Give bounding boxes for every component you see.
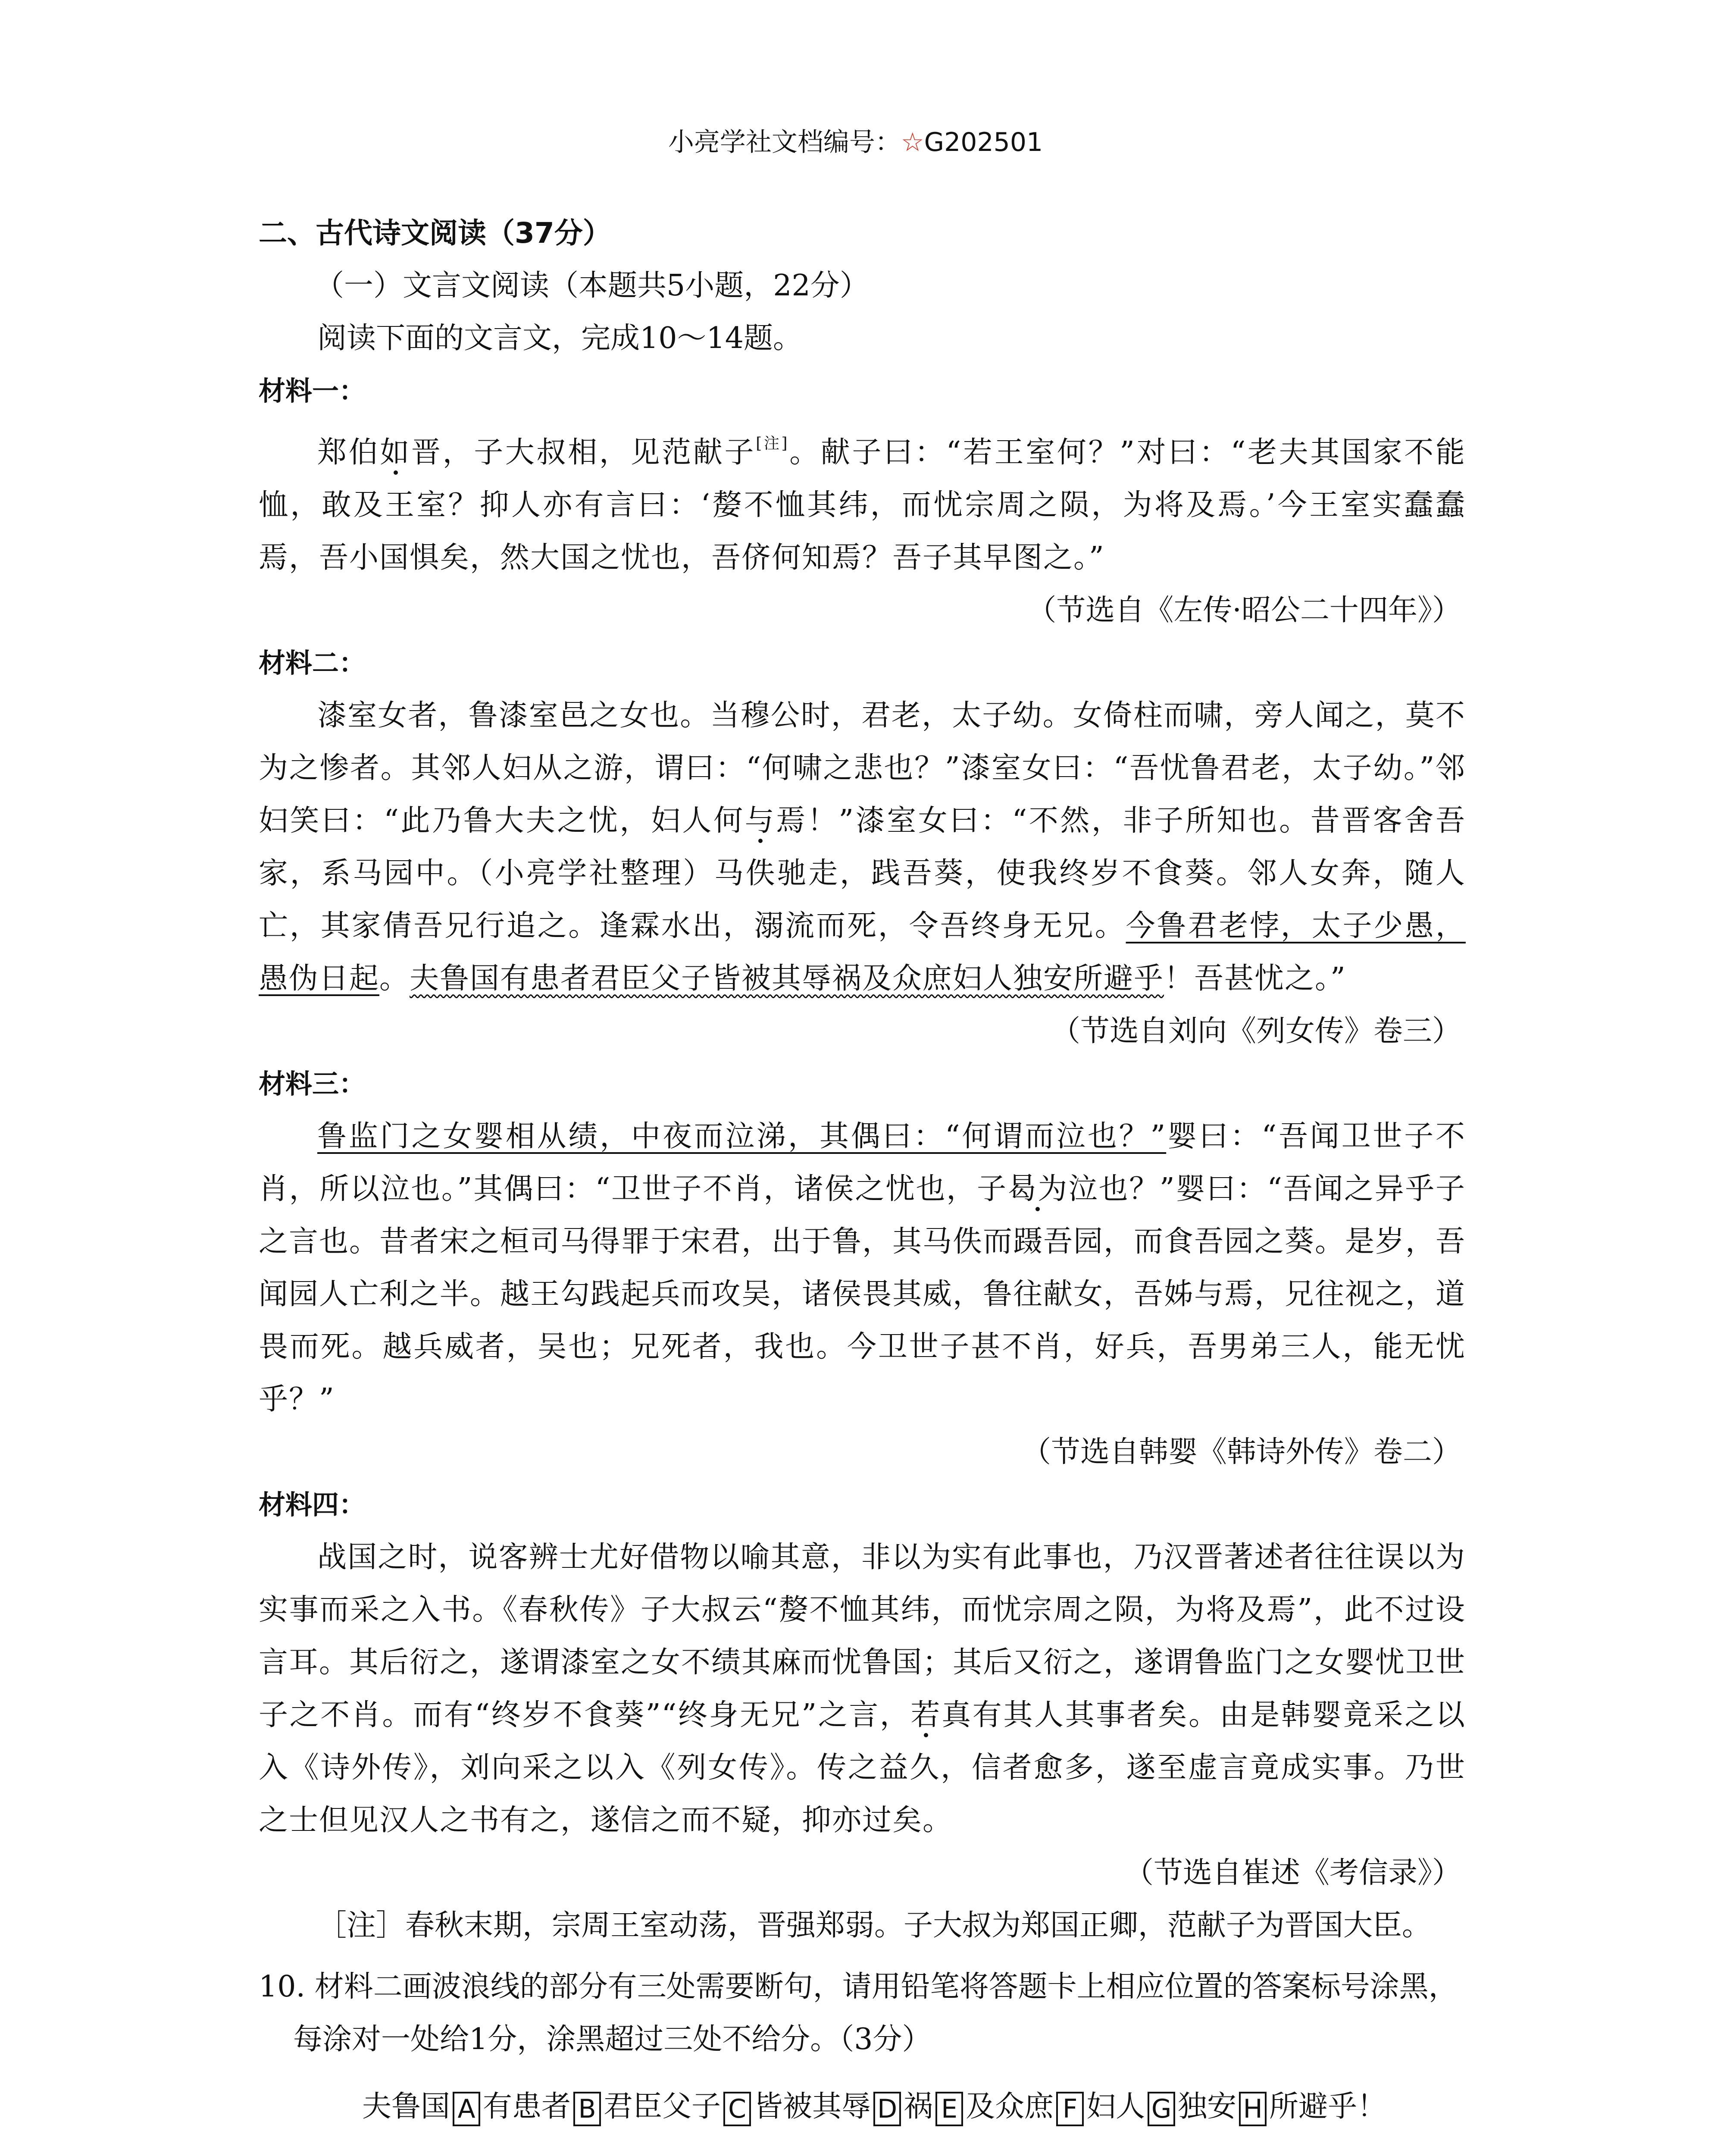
document-id-label: 小亮学社文档编号： bbox=[668, 127, 901, 157]
answer-box-f[interactable]: F bbox=[1056, 2092, 1084, 2126]
wavy-underlined-sentence: 夫鲁国有患者君臣父子皆被其辱祸及众庶妇人独安所避乎 bbox=[410, 962, 1164, 996]
segment: 夫鲁国 bbox=[362, 2090, 450, 2124]
answer-box-b[interactable]: B bbox=[573, 2092, 601, 2126]
material-2-text-d: ！吾甚忧之。” bbox=[1164, 962, 1346, 996]
segment: 有患者 bbox=[483, 2090, 571, 2124]
answer-box-a[interactable]: A bbox=[453, 2092, 480, 2126]
material-4-heading: 材料四： bbox=[259, 1489, 366, 1520]
answer-segments bbox=[259, 2075, 1466, 2139]
material-2-heading: 材料二： bbox=[259, 647, 366, 679]
exam-content bbox=[259, 207, 1466, 2139]
document-id-code: G202501 bbox=[924, 127, 1043, 157]
material-4-text-b: 真有其人其事者矣。由是韩婴竟采之以入《诗外传》，刘向采之以入《列女传》。传之益久，信者愈多，遂至虚言竟成实事。乃世之士但见汉人之书有之，遂信之而不疑，抑亦过矣。 bbox=[259, 1698, 1466, 1837]
material-2-text-c: 。 bbox=[379, 962, 410, 996]
material-3-source: （节选自韩婴《韩诗外传》卷二） bbox=[1021, 1435, 1461, 1469]
segment: 及众庶 bbox=[966, 2090, 1054, 2124]
material-2-text bbox=[259, 689, 1466, 1005]
footnote: ［注］春秋末期，宗周王室动荡，晋强郑弱。子大叔为郑国正卿，范献子为晋国大臣。 bbox=[317, 1908, 1432, 1943]
section-title: 二、古代诗文阅读（37分） bbox=[259, 216, 611, 250]
underlined-sentence: 鲁监门之女婴相从绩，中夜而泣涕，其偶曰：“何谓而泣也？” bbox=[317, 1119, 1167, 1153]
material-3-text bbox=[259, 1110, 1466, 1426]
question-10 bbox=[259, 1961, 1466, 2066]
material-1-heading: 材料一： bbox=[259, 375, 366, 407]
material-4-text bbox=[259, 1531, 1466, 1847]
dotted-char: 若 bbox=[910, 1698, 942, 1732]
material-4-text-a: 战国之时，说客辨士尤好借物以喻其意，非以为实有此事也，乃汉晋著述者往往误以为实事而采之入书。《春秋传》子大叔云“嫠不恤其纬，而忧宗周之陨，为将及焉”，此不过设言耳。其后衍之，遂谓漆室之女不绩其麻而忧鲁国；其后又衍之，遂谓鲁监门之女婴忧卫世子之不肖。而有“终岁不食葵”“终身无兄”之言， bbox=[259, 1540, 1466, 1732]
material-2-source: （节选自刘向《列女传》卷三） bbox=[1051, 1014, 1461, 1048]
underlined-sentence: 今鲁君老悖，太子少愚，愚伪日起 bbox=[259, 909, 1466, 996]
material-1-text-c: 。献子曰：“若王室何？”对曰：“老夫其国家不能恤，敢及王室？抑人亦有言曰：‘嫠不恤其纬，而忧宗周之陨，为将及焉。’今王室实蠢蠢焉，吾小国惧矣，然大国之忧也，吾侪何知焉？吾子其早图之。” bbox=[259, 436, 1466, 575]
material-3-text-b: 泣也？”婴曰：“吾闻之异乎子之言也。昔者宋之桓司马得罪于宋君，出于鲁，其马佚而蹑吾园，而食吾园之葵。是岁，吾闻园人亡利之半。越王勾践起兵而攻吴，诸侯畏其威，鲁往献女，吾姊与焉，兄往视之，道畏而死。越兵威者，吴也；兄死者，我也。今卫世子甚不肖，好兵，吾男弟三人，能无忧乎？” bbox=[259, 1172, 1466, 1416]
answer-box-e[interactable]: E bbox=[935, 2092, 963, 2126]
segment: 所避乎！ bbox=[1269, 2090, 1387, 2124]
material-1-text-a: 郑伯 bbox=[317, 436, 380, 470]
dotted-char: 如 bbox=[380, 436, 411, 470]
dotted-chars: 曷为 bbox=[1007, 1172, 1068, 1206]
answer-box-g[interactable]: G bbox=[1148, 2092, 1175, 2126]
material-2-text-b: 焉！”漆室女曰：“不然，非子所知也。昔晋客舍吾家，系马园中。（小亮学社整理）马佚驰走，践吾葵，使我终岁不食葵。邻人女奔，随人亡，其家倩吾兄行追之。逢霖水出，溺流而死，令吾终身无兄。 bbox=[259, 804, 1466, 943]
subsection-title: （一）文言文阅读（本题共5小题，22分） bbox=[315, 269, 869, 303]
segment: 妇人 bbox=[1086, 2090, 1145, 2124]
segment: 君臣父子 bbox=[604, 2090, 721, 2124]
material-1-source: （节选自《左传·昭公二十四年》） bbox=[1027, 593, 1461, 627]
answer-box-c[interactable]: C bbox=[723, 2092, 751, 2126]
segment: 皆被其辱 bbox=[754, 2090, 871, 2124]
segment: 独安 bbox=[1178, 2090, 1237, 2124]
segment: 祸 bbox=[904, 2090, 933, 2124]
material-1-text-b: 晋，子大叔相，见范献子 bbox=[411, 436, 756, 470]
material-2-text-a: 漆室女者，鲁漆室邑之女也。当穆公时，君老，太子幼。女倚柱而啸，旁人闻之，莫不为之惨者。其邻人妇从之游，谓曰：“何啸之悲也？”漆室女曰：“吾忧鲁君老，太子幼。”邻妇笑曰：“此乃鲁大夫之忧，妇人何 bbox=[259, 699, 1466, 838]
material-3-text-a: 婴曰：“吾闻卫世子不肖，所以泣也。”其偶曰：“卫世子不肖，诸侯之忧也，子 bbox=[259, 1119, 1466, 1206]
question-10-line-2: 每涂对一处给1分，涂黑超过三处不给分。（3分） bbox=[293, 2022, 932, 2056]
material-4-source: （节选自崔述《考信录》） bbox=[1124, 1856, 1461, 1890]
material-3-heading: 材料三： bbox=[259, 1068, 366, 1100]
instruction: 阅读下面的文言文，完成10～14题。 bbox=[317, 321, 803, 355]
star-icon: ☆ bbox=[901, 127, 924, 157]
dotted-char: 与 bbox=[744, 804, 776, 838]
answer-box-d[interactable]: D bbox=[873, 2092, 901, 2126]
document-id bbox=[0, 122, 1711, 159]
answer-box-h[interactable]: H bbox=[1239, 2092, 1267, 2126]
footnote-marker: [注] bbox=[756, 435, 788, 452]
question-10-line-1: 10. 材料二画波浪线的部分有三处需要断句，请用铅笔将答题卡上相应位置的答案标号涂黑， bbox=[259, 1970, 1458, 2004]
material-1-text bbox=[259, 417, 1466, 584]
